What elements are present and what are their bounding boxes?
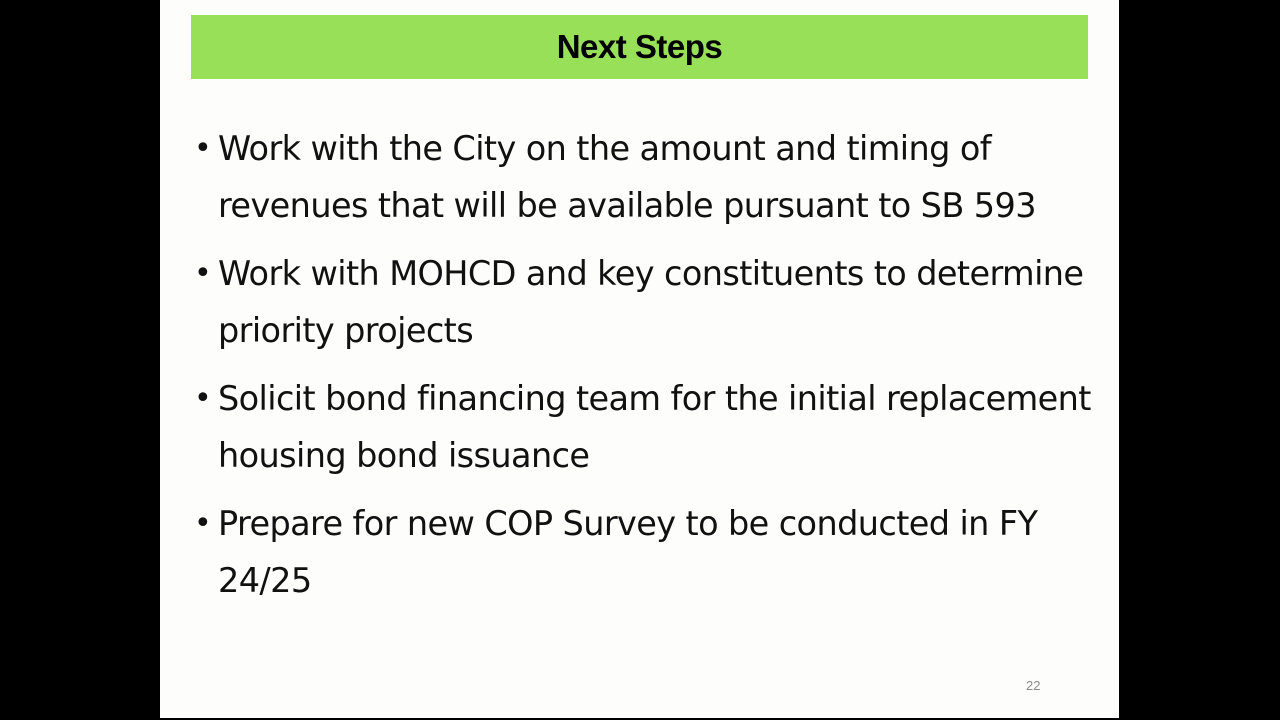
bullet-item: [192, 120, 1092, 234]
bullet-text: Prepare for new COP Survey to be conducted in FY 24/25: [218, 504, 1038, 600]
bullet-dot-icon: •: [194, 506, 212, 541]
title-bar: [191, 15, 1088, 79]
bullet-dot-icon: •: [194, 131, 212, 166]
bullet-dot-icon: •: [194, 381, 212, 416]
page-number: 22: [1026, 678, 1041, 693]
bullet-text: Work with the City on the amount and timing of revenues that will be available pursuant to SB 593: [218, 129, 1036, 225]
bullet-text: Work with MOHCD and key constituents to determine priority projects: [218, 254, 1084, 350]
bullet-dot-icon: •: [194, 256, 212, 291]
slide-title: Next Steps: [556, 28, 723, 65]
bullet-list: [192, 120, 1092, 620]
bullet-item: [192, 370, 1092, 484]
bullet-item: [192, 495, 1092, 609]
presentation-slide: [160, 0, 1119, 718]
bullet-text: Solicit bond financing team for the initial replacement housing bond issuance: [218, 379, 1091, 475]
bullet-item: [192, 245, 1092, 359]
